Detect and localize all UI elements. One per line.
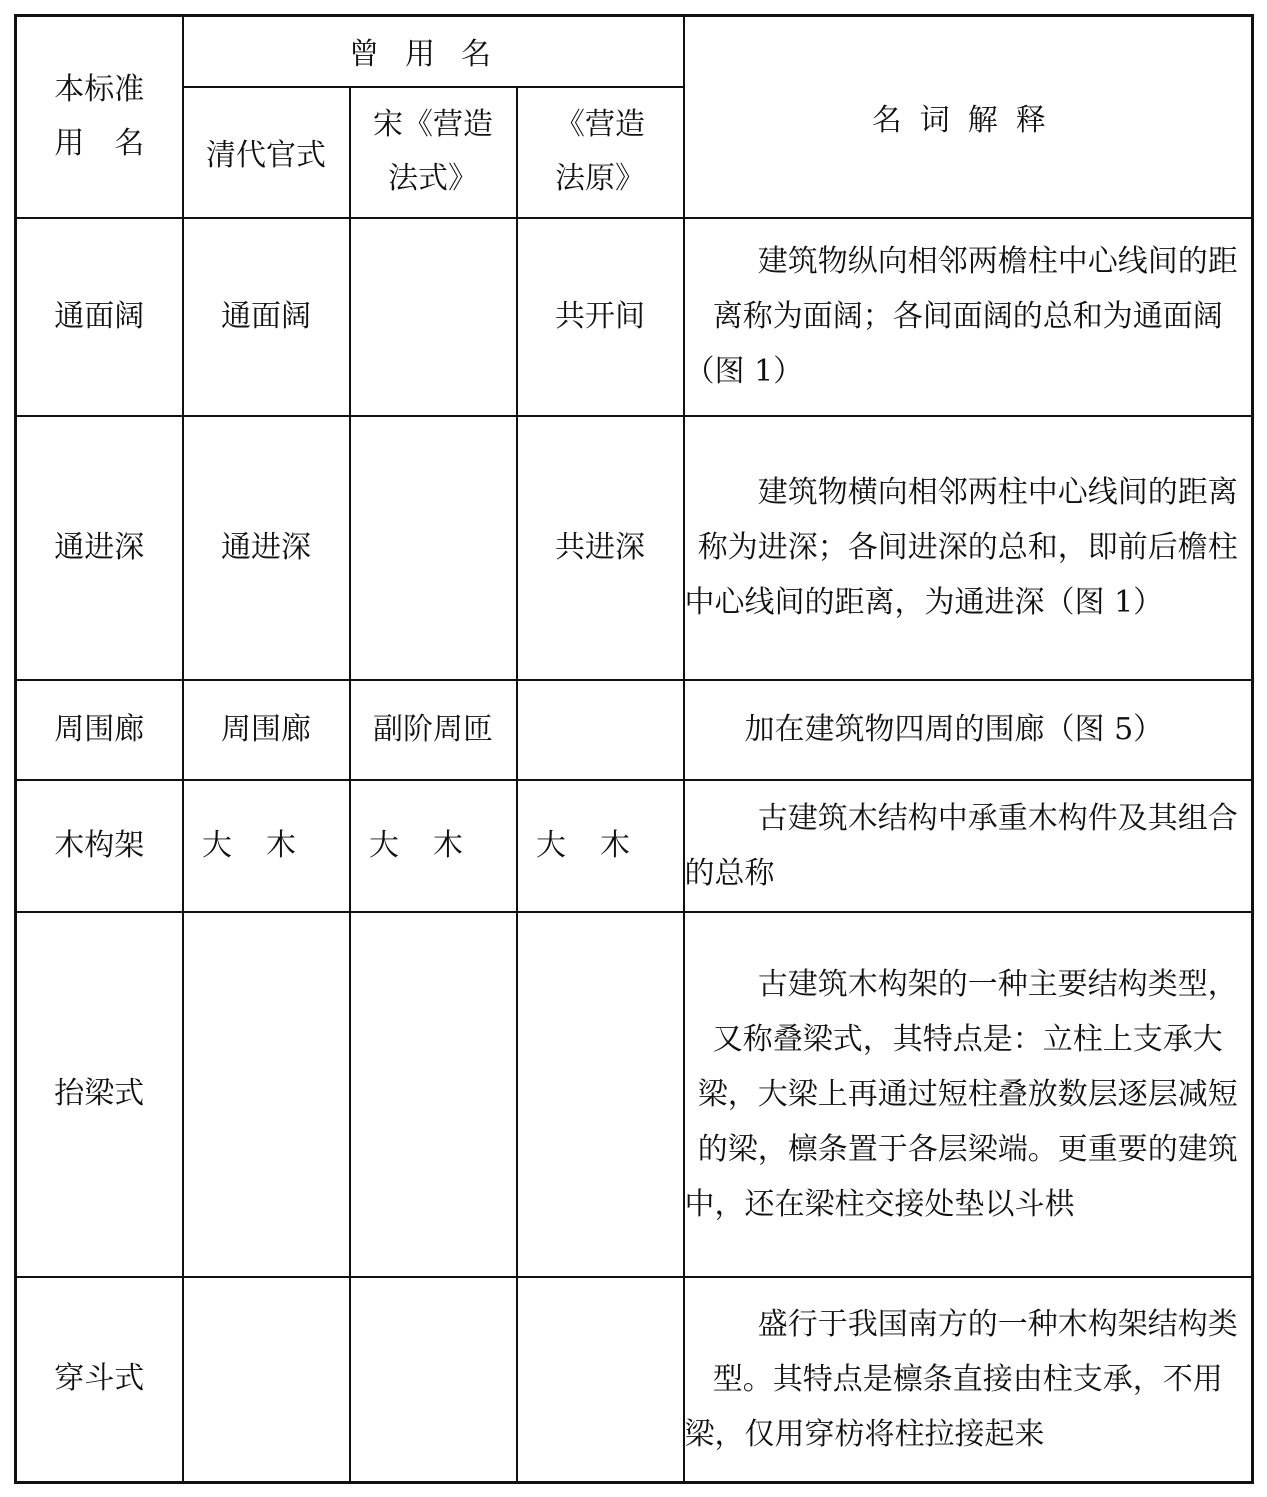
header-row-1 <box>16 16 1253 87</box>
qing-cell: 大木 <box>183 780 350 912</box>
fayuan-cell: 大木 <box>517 780 684 912</box>
header-standard-name-line2: 用 名 <box>54 125 145 161</box>
header-yingzao-fayuan <box>517 87 684 218</box>
term-cell: 木构架 <box>16 780 183 912</box>
definition-cell <box>684 1277 1253 1483</box>
definition-text: 建筑物纵向相邻两檐柱中心线间的距离称为面阔；各间面阔的总和为通面阔（图 1） <box>684 244 1238 389</box>
term-cell: 通面阔 <box>16 218 183 416</box>
header-qing-official: 清代官式 <box>183 87 350 218</box>
table-row <box>16 416 1253 680</box>
fayuan-cell: 共开间 <box>517 218 684 416</box>
fayuan-cell: 共进深 <box>517 416 684 680</box>
table-row <box>16 780 1253 912</box>
header-fayuan-line2: 法原》 <box>555 161 646 196</box>
header-standard-name-line1: 本标准 <box>54 71 145 107</box>
qing-cell: 周围廊 <box>183 680 350 780</box>
header-fayuan-line1: 《营造 <box>555 107 646 142</box>
qing-cell: 通进深 <box>183 416 350 680</box>
definition-text: 加在建筑物四周的围廊（图 5） <box>744 712 1164 747</box>
definition-cell <box>684 780 1253 912</box>
term-cell: 抬梁式 <box>16 912 183 1277</box>
table-row <box>16 1277 1253 1483</box>
header-song-yingzao-fashi <box>350 87 517 218</box>
qing-cell: 通面阔 <box>183 218 350 416</box>
fayuan-cell <box>517 680 684 780</box>
table-row <box>16 680 1253 780</box>
header-song-line2: 法式》 <box>388 161 478 196</box>
term-cell: 周围廊 <box>16 680 183 780</box>
song-cell <box>350 416 517 680</box>
table-row <box>16 912 1253 1277</box>
term-cell: 通进深 <box>16 416 183 680</box>
header-song-line1: 宋《营造 <box>373 107 493 142</box>
qing-cell <box>183 1277 350 1483</box>
definition-text: 古建筑木构架的一种主要结构类型，又称叠梁式，其特点是：立柱上支承大梁，大梁上再通过短柱叠放数层逐层减短的梁，檩条置于各层梁端。更重要的建筑中，还在梁柱交接处垫以斗栱 <box>684 966 1238 1222</box>
header-standard-name <box>16 16 183 218</box>
definition-text: 古建筑木结构中承重木构件及其组合的总称 <box>684 800 1238 891</box>
qing-cell <box>183 912 350 1277</box>
definition-cell <box>684 416 1253 680</box>
song-cell: 大木 <box>350 780 517 912</box>
song-cell <box>350 912 517 1277</box>
definition-cell <box>684 680 1253 780</box>
definition-cell <box>684 218 1253 416</box>
definition-text: 建筑物横向相邻两柱中心线间的距离称为进深；各间进深的总和，即前后檐柱中心线间的距离，为通进深（图 1） <box>684 475 1238 620</box>
table-row <box>16 218 1253 416</box>
terminology-table <box>14 14 1254 1484</box>
fayuan-cell <box>517 1277 684 1483</box>
definition-cell <box>684 912 1253 1277</box>
header-former-names: 曾用名 <box>183 16 684 87</box>
song-cell: 副阶周匝 <box>350 680 517 780</box>
song-cell <box>350 218 517 416</box>
definition-text: 盛行于我国南方的一种木构架结构类型。其特点是檩条直接由柱支承，不用梁，仅用穿枋将柱拉接起来 <box>684 1306 1238 1452</box>
song-cell <box>350 1277 517 1483</box>
header-explanation: 名词解释 <box>684 16 1253 218</box>
term-cell: 穿斗式 <box>16 1277 183 1483</box>
fayuan-cell <box>517 912 684 1277</box>
